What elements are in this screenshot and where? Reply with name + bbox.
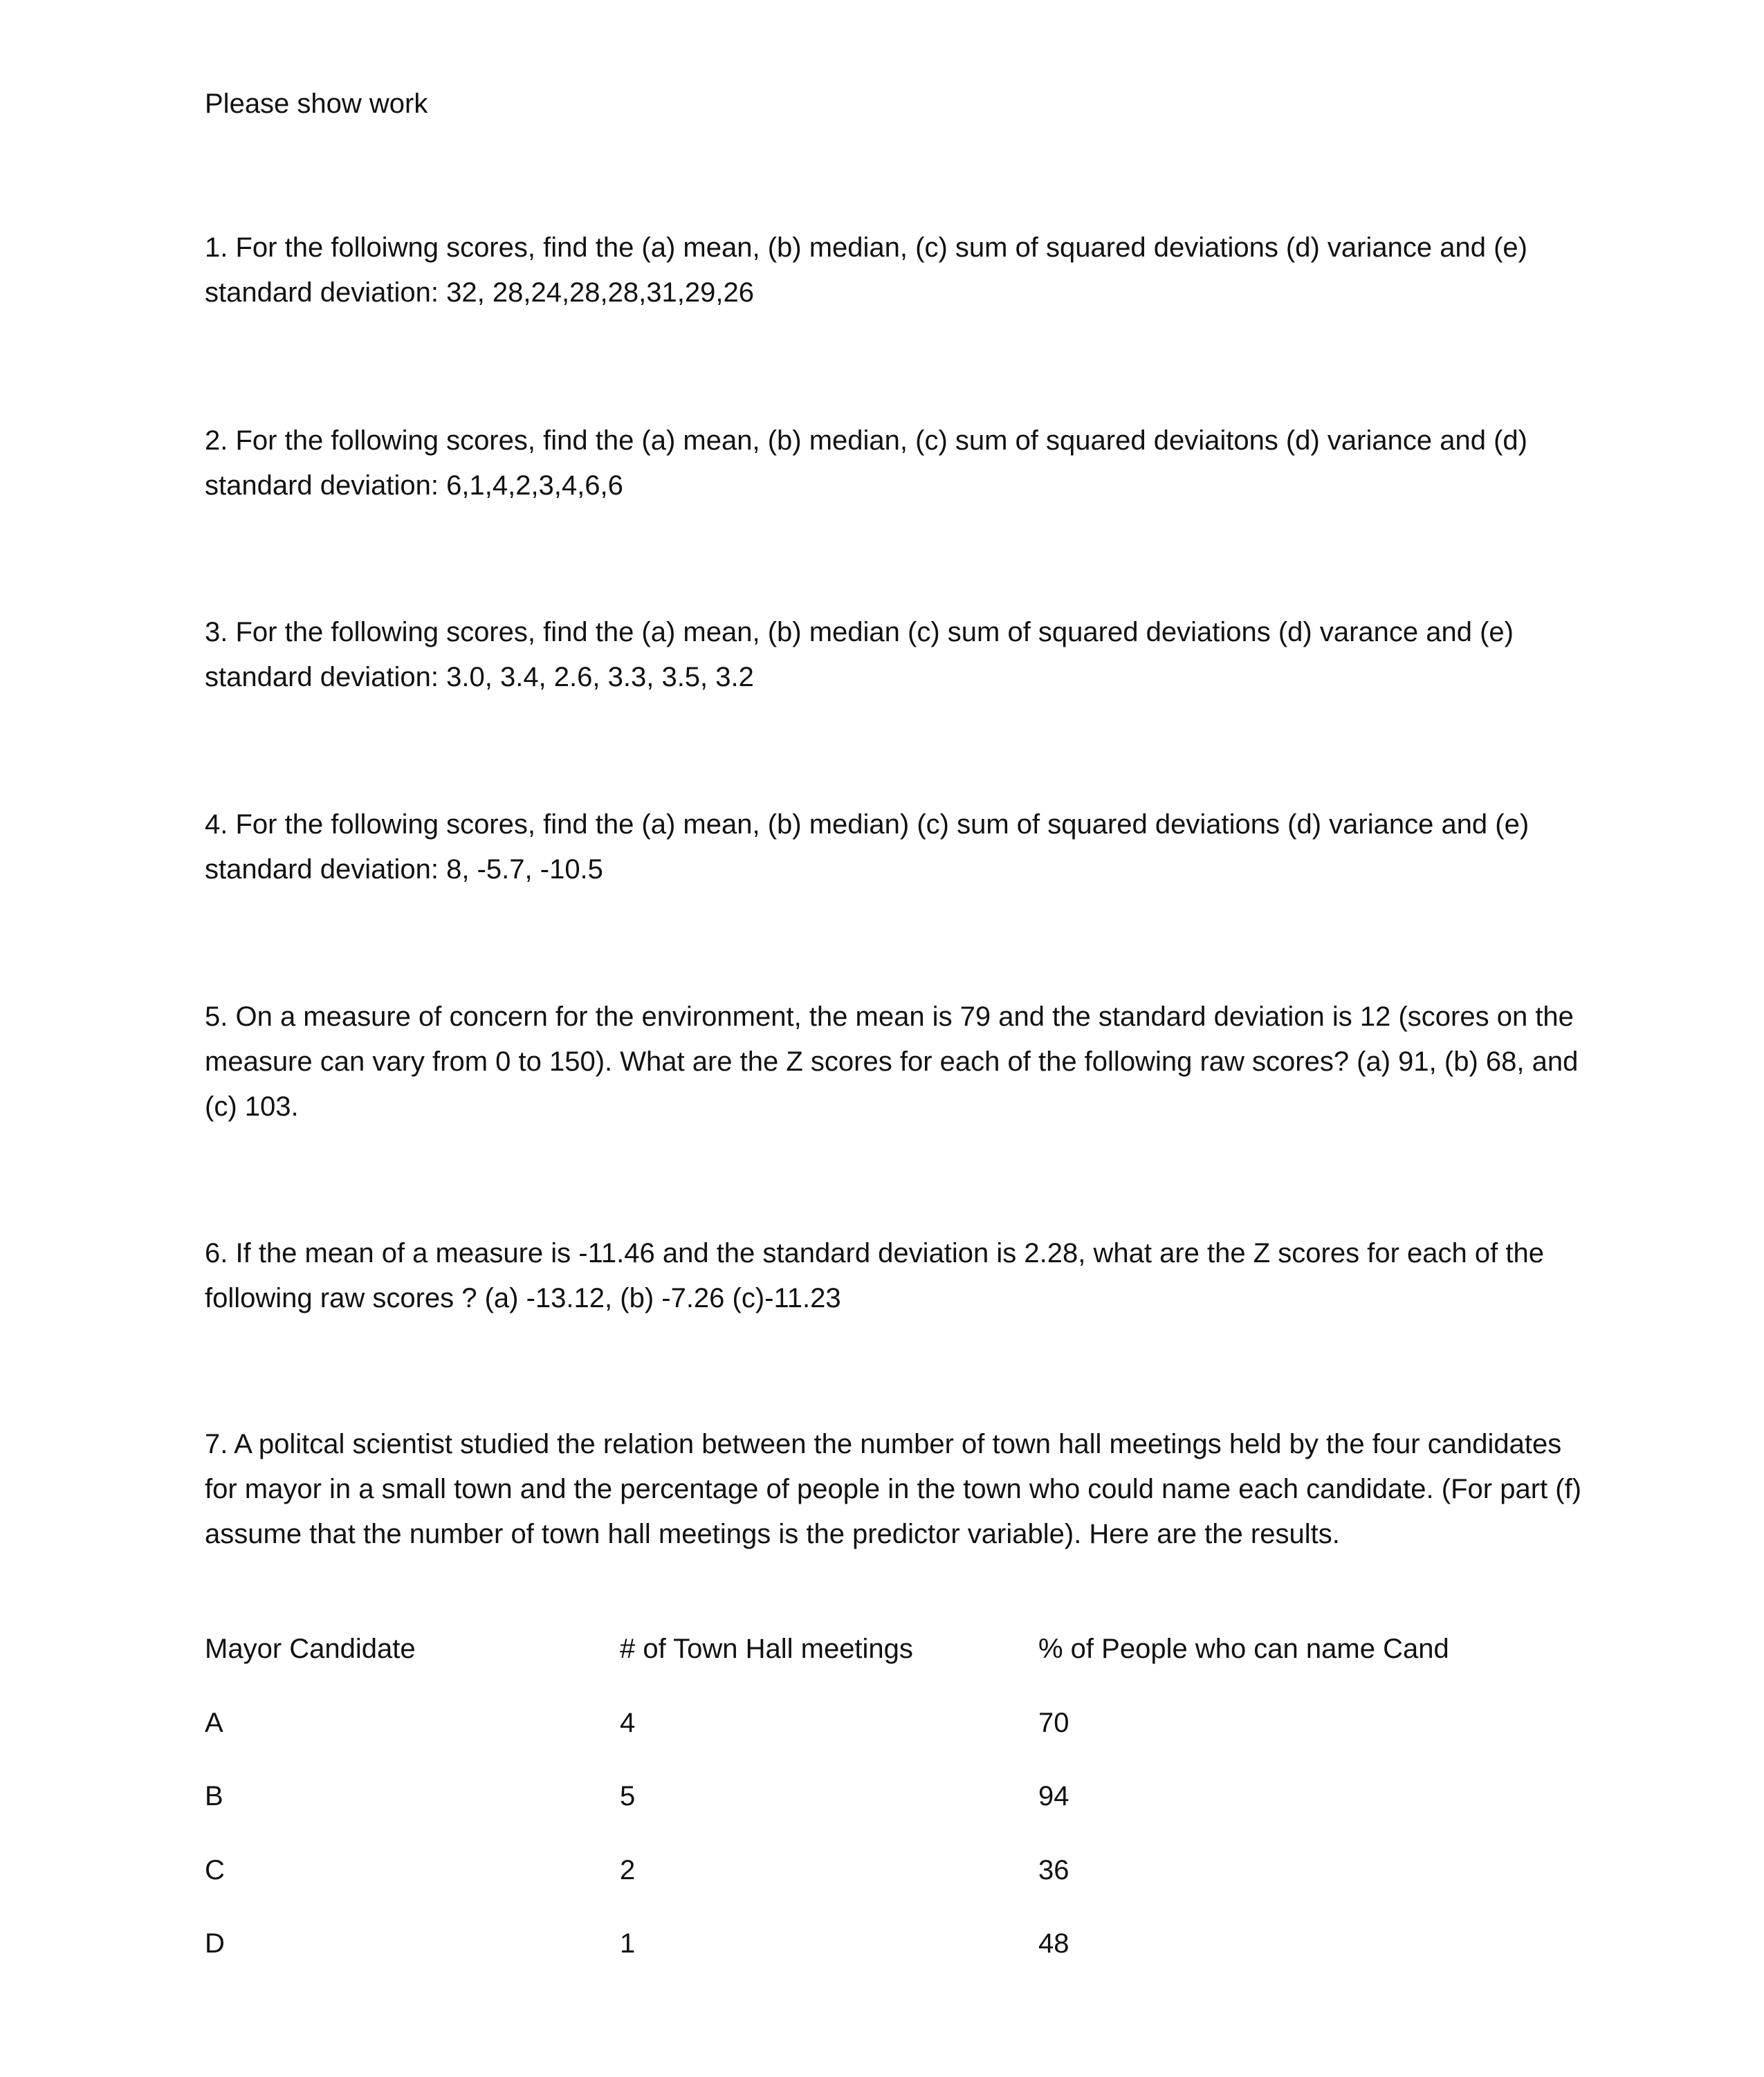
header-percent-name-candidate: % of People who can name Cand	[1038, 1634, 1449, 1664]
results-table	[205, 1627, 1574, 1995]
table-row	[205, 1921, 1574, 1995]
cell-percent: 94	[1038, 1781, 1069, 1811]
cell-meetings: 5	[620, 1781, 636, 1811]
question-6: 6. If the mean of a measure is -11.46 and the standard deviation is 2.28, what are the Z scores for each of the following raw scores ? (a) -13.12, (b) -7.26 (c)-11.23	[205, 1238, 1544, 1313]
question-2: 2. For the following scores, find the (a) mean, (b) median, (c) sum of squared deviaitons (d) variance and (d) standard deviation: 6,1,4,2,3,4,6,6	[205, 425, 1527, 501]
cell-meetings: 4	[620, 1707, 636, 1738]
table-row	[205, 1848, 1574, 1922]
cell-percent: 48	[1038, 1928, 1069, 1959]
question-3: 3. For the following scores, find the (a) mean, (b) median (c) sum of squared deviations (d) varance and (e) standard deviation: 3.0, 3.4, 2.6, 3.3, 3.5, 3.2	[205, 617, 1514, 692]
table-row	[205, 1774, 1574, 1848]
question-4: 4. For the following scores, find the (a) mean, (b) median) (c) sum of squared deviations (d) variance and (e) standard deviation: 8, -5.7, -10.5	[205, 809, 1529, 885]
cell-candidate: A	[205, 1707, 223, 1738]
table-header-row	[205, 1627, 1574, 1701]
question-5: 5. On a measure of concern for the environment, the mean is 79 and the standard deviation is 12 (scores on the measure can vary from 0 to 150). What are the Z scores for each of the following raw scores? (a) 91, (b) 68, and (c) 103.	[205, 1001, 1579, 1122]
cell-percent: 36	[1038, 1854, 1069, 1885]
cell-candidate: D	[205, 1928, 225, 1959]
cell-candidate: B	[205, 1781, 223, 1811]
header-town-hall-meetings: # of Town Hall meetings	[620, 1634, 913, 1664]
cell-candidate: C	[205, 1854, 225, 1885]
table-row	[205, 1701, 1574, 1775]
intro-text: Please show work	[205, 89, 428, 119]
cell-percent: 70	[1038, 1707, 1069, 1738]
question-1: 1. For the folloiwng scores, find the (a) mean, (b) median, (c) sum of squared deviations (d) variance and (e) standard deviation: 32, 28,24,28,28,31,29,26	[205, 232, 1527, 308]
cell-meetings: 2	[620, 1854, 636, 1885]
question-7: 7. A politcal scientist studied the relation between the number of town hall meetings held by the four candidates for mayor in a small town and the percentage of people in the town who could name each candidate. (For part (f) assume that the number of town hall meetings is the predictor variable). Here are the results.	[205, 1429, 1581, 1549]
header-mayor-candidate: Mayor Candidate	[205, 1634, 416, 1664]
cell-meetings: 1	[620, 1928, 636, 1959]
